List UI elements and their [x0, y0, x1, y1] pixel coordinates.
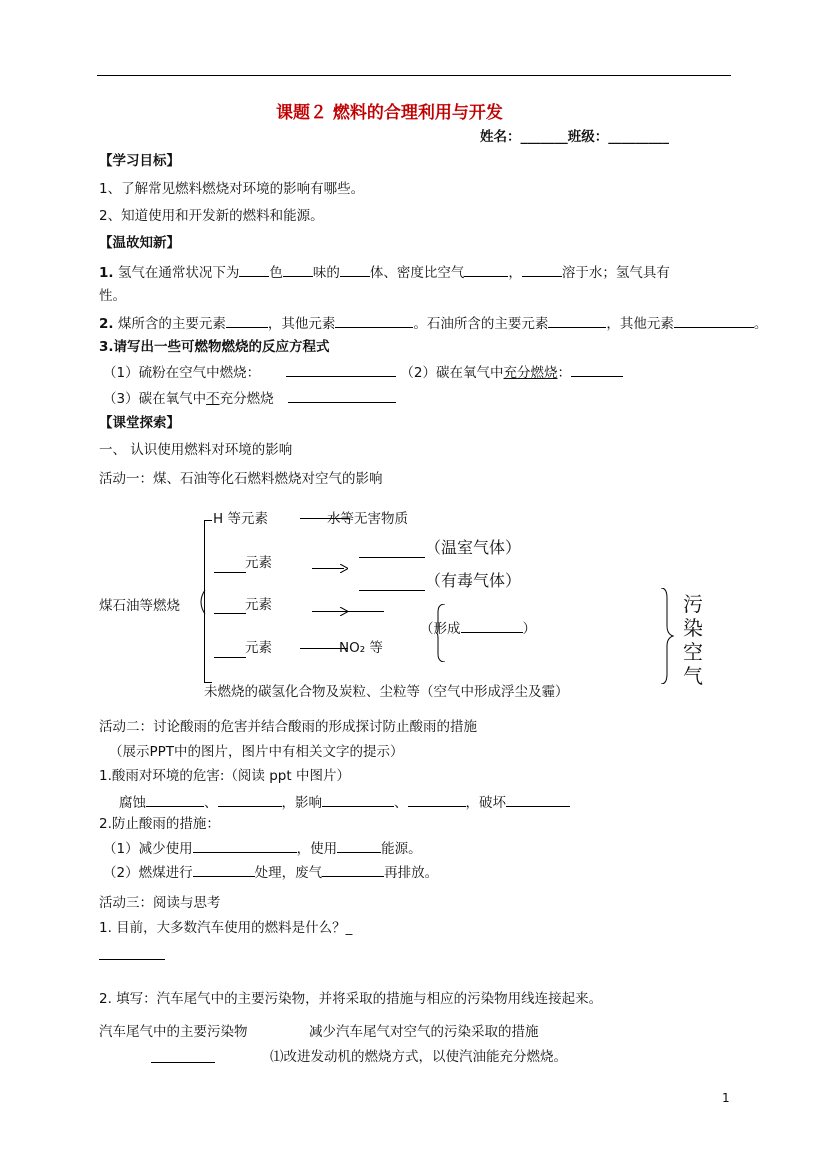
blank[interactable] — [146, 792, 204, 807]
element-label-2: 元素 — [245, 555, 272, 571]
question-1-cont: 性。 — [99, 288, 126, 304]
blank[interactable] — [226, 313, 268, 328]
measure-1-line: （1）减少使用 ，使用 能源。 — [103, 838, 422, 858]
column-measures: 减少汽车尾气对空气的污染采取的措施 — [309, 1024, 539, 1040]
blank[interactable] — [408, 792, 466, 807]
page-title: 课题２ 燃料的合理利用与开发 — [276, 103, 503, 123]
blank[interactable] — [522, 262, 562, 277]
pollute-air-label: 污 染 空 气 — [683, 592, 703, 688]
activity-3: 活动三：阅读与思考 — [99, 895, 221, 911]
blank[interactable] — [193, 838, 297, 853]
q1-number: 1. — [99, 265, 114, 281]
toxic-blank — [359, 590, 425, 591]
part-1-heading: 一、 认识使用燃料对环境的影响 — [99, 442, 293, 458]
element-blank-5 — [214, 657, 246, 658]
unburnt-label: 未燃烧的碳氢化合物及炭粒、尘粒等（空气中形成浮尘及霾） — [204, 684, 569, 700]
section-review: 【温故知新】 — [99, 235, 180, 251]
no2-label: NO₂ 等 — [339, 640, 383, 656]
blank[interactable] — [340, 262, 370, 277]
form-label: （形成 ） — [420, 618, 536, 638]
question-3-1: （1）硫粉在空气中燃烧： （2）碳在氧气中充分燃烧： — [103, 362, 623, 382]
blank[interactable] — [193, 862, 255, 877]
arrow-row-4 — [312, 611, 384, 612]
activity-2-note: （展示PPT中的图片，图片中有相关文字的提示） — [109, 744, 404, 760]
brace-tip — [196, 590, 206, 614]
activity-3-q2: 2. 填写：汽车尾气中的主要污染物，并将采取的措施与相应的污染物用线连接起来。 — [99, 991, 603, 1007]
diagram-source: 煤石油等燃烧 — [99, 598, 180, 614]
measure-2-line: （2）燃煤进行 处理，废气 再排放。 — [103, 862, 438, 882]
blank[interactable] — [283, 262, 313, 277]
h-element-label: H 等元素 — [213, 511, 268, 527]
section-explore: 【课堂探索】 — [99, 415, 180, 431]
blank[interactable] — [464, 262, 508, 277]
acid-rain-measures-q: 2.防止酸雨的措施： — [99, 816, 220, 832]
answer-blank-q1[interactable] — [99, 959, 165, 960]
blank[interactable] — [286, 362, 396, 377]
pollutant-blank-1[interactable] — [151, 1062, 215, 1063]
h-result-label: 水等无害物质 — [327, 511, 408, 527]
question-1: 1. 氢气在通常状况下为 色 味的 体、密度比空气 ， 溶于水；氢气具有 — [99, 262, 670, 282]
blank[interactable] — [322, 862, 384, 877]
element-blank-4 — [214, 613, 246, 614]
blank[interactable] — [337, 838, 381, 853]
toxic-label: （有毒气体） — [425, 571, 522, 590]
blank[interactable] — [506, 792, 570, 807]
goal-1: 1、了解常见燃料燃烧对环境的影响有哪些。 — [99, 181, 365, 197]
goal-2: 2、知道使用和开发新的燃料和能源。 — [99, 208, 324, 224]
element-label-5: 元素 — [245, 640, 272, 656]
blank[interactable] — [461, 618, 523, 633]
section-learning-goals: 【学习目标】 — [99, 153, 180, 169]
activity-3-q1: 1. 目前，大多数汽车使用的燃料是什么？_ — [99, 920, 353, 936]
blank[interactable] — [335, 313, 413, 328]
question-2: 2. 煤所含的主要元素 ，其他元素 。石油所含的主要元素 ，其他元素 。 — [99, 313, 767, 333]
blank[interactable] — [571, 362, 623, 377]
measure-item-1: ⑴改进发动机的燃烧方式，以使汽油能充分燃烧。 — [270, 1049, 567, 1065]
activity-1: 活动一：煤、石油等化石燃料燃烧对空气的影响 — [99, 471, 383, 487]
greenhouse-label: （温室气体） — [425, 538, 522, 557]
blank[interactable] — [239, 262, 269, 277]
blank[interactable] — [322, 792, 394, 807]
brace-top — [204, 520, 212, 521]
question-3-3: （3）碳在氧气中不充分燃烧 — [103, 388, 396, 408]
acid-rain-harm-blanks: 腐蚀 、 ，影响 、 ，破坏 — [119, 792, 570, 812]
blank[interactable] — [674, 313, 754, 328]
element-blank-2 — [214, 572, 246, 573]
question-3: 3.请写出一些可燃物燃烧的反应方程式 — [99, 339, 330, 355]
arrowhead-icon — [340, 564, 348, 573]
blank[interactable] — [218, 792, 282, 807]
greenhouse-blank — [359, 557, 425, 558]
activity-2: 活动二：讨论酸雨的危害并结合酸雨的形成探讨防止酸雨的措施 — [99, 719, 477, 735]
column-pollutants: 汽车尾气中的主要污染物 — [99, 1024, 248, 1040]
name-class-line: 姓名：_______班级：_________ — [480, 129, 669, 145]
blank[interactable] — [288, 388, 396, 403]
element-label-4: 元素 — [245, 597, 272, 613]
right-brace — [658, 588, 674, 684]
blank[interactable] — [548, 313, 606, 328]
arrowhead-icon — [340, 607, 348, 616]
page-number: 1 — [722, 1091, 730, 1105]
header-rule — [97, 75, 731, 76]
acid-rain-harm-q: 1.酸雨对环境的危害:（阅读 ppt 中图片） — [99, 768, 350, 784]
q2-number: 2. — [99, 316, 114, 332]
